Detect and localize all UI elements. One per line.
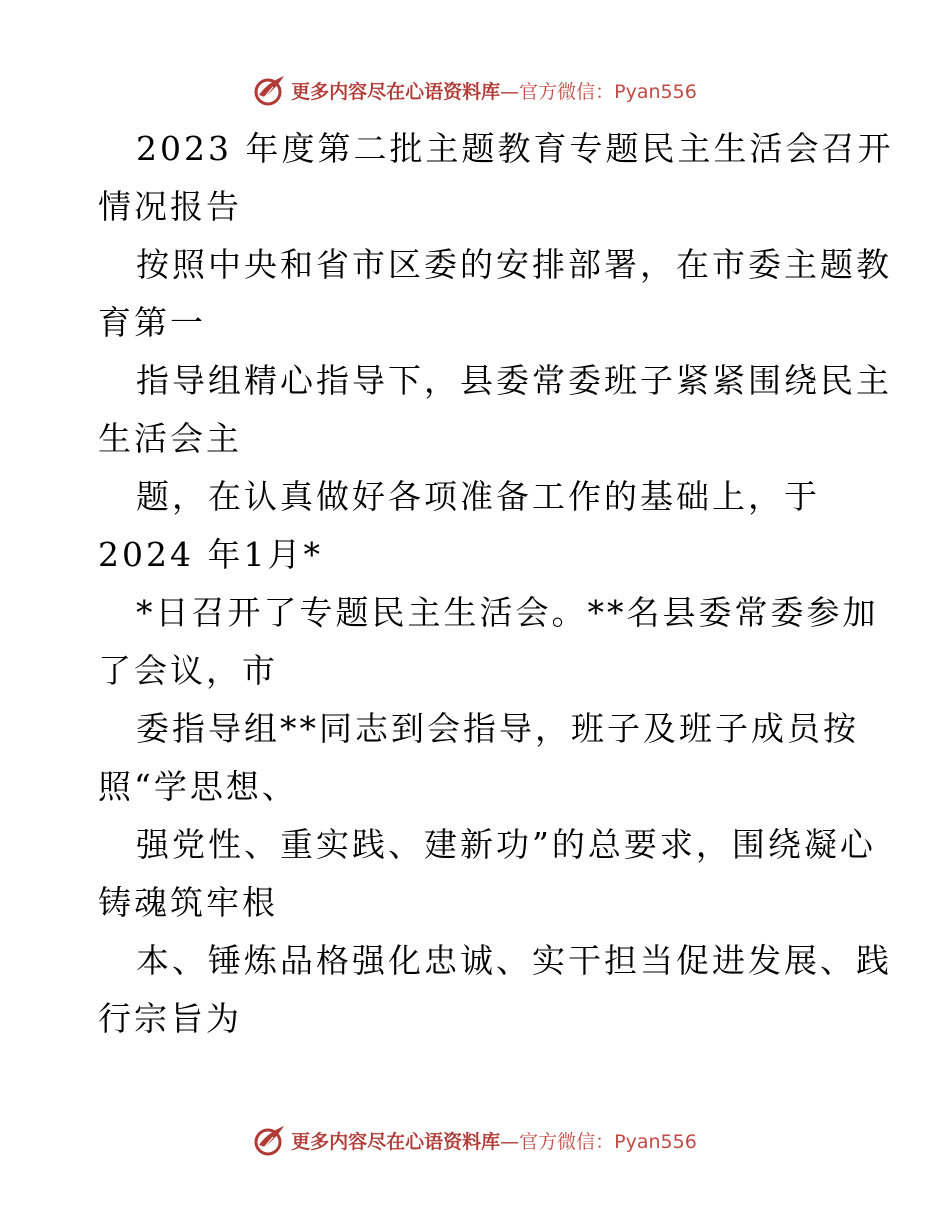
text-line: 题，在认真做好各项准备工作的基础上，于 (136, 477, 820, 516)
watermark-text (291, 77, 697, 104)
quill-logo-icon (253, 73, 287, 107)
watermark-main: 更多内容尽在心语资料库 (291, 80, 501, 103)
document-body (98, 120, 894, 1048)
watermark-separator: — (500, 80, 520, 103)
watermark-contact: 官方微信：Pyan556 (519, 1130, 697, 1153)
text-line: 育第一 (98, 303, 206, 342)
text-line: 行宗旨为 (98, 999, 242, 1038)
text-line: 了会议，市 (98, 651, 278, 690)
text-line: 2024 年1月* (98, 535, 323, 574)
watermark-contact: 官方微信：Pyan556 (519, 80, 697, 103)
text-line: 铸魂筑牢根 (98, 883, 278, 922)
text-line: 情况报告 (98, 187, 242, 226)
text-line: 按照中央和省市区委的安排部署，在市委主题教 (136, 245, 892, 284)
watermark-text (291, 1127, 697, 1154)
text-line: 指导组精心指导下，县委常委班子紧紧围绕民主 (136, 361, 892, 400)
text-line: 强党性、重实践、建新功”的总要求，围绕凝心 (136, 825, 876, 864)
footer-watermark (0, 1120, 950, 1160)
text-line: *日召开了专题民主生活会。**名县委常委参加 (136, 593, 879, 632)
watermark-separator: — (500, 1130, 520, 1153)
watermark-main: 更多内容尽在心语资料库 (291, 1130, 501, 1153)
text-line: 2023 年度第二批主题教育专题民主生活会召开 (136, 129, 894, 168)
quill-logo-icon (253, 1123, 287, 1157)
text-line: 委指导组**同志到会指导，班子及班子成员按 (136, 709, 859, 748)
text-line: 照“学思想、 (98, 767, 298, 806)
text-line: 生活会主 (98, 419, 242, 458)
header-watermark (0, 70, 950, 110)
text-line: 本、锤炼品格强化忠诚、实干担当促进发展、践 (136, 941, 892, 980)
